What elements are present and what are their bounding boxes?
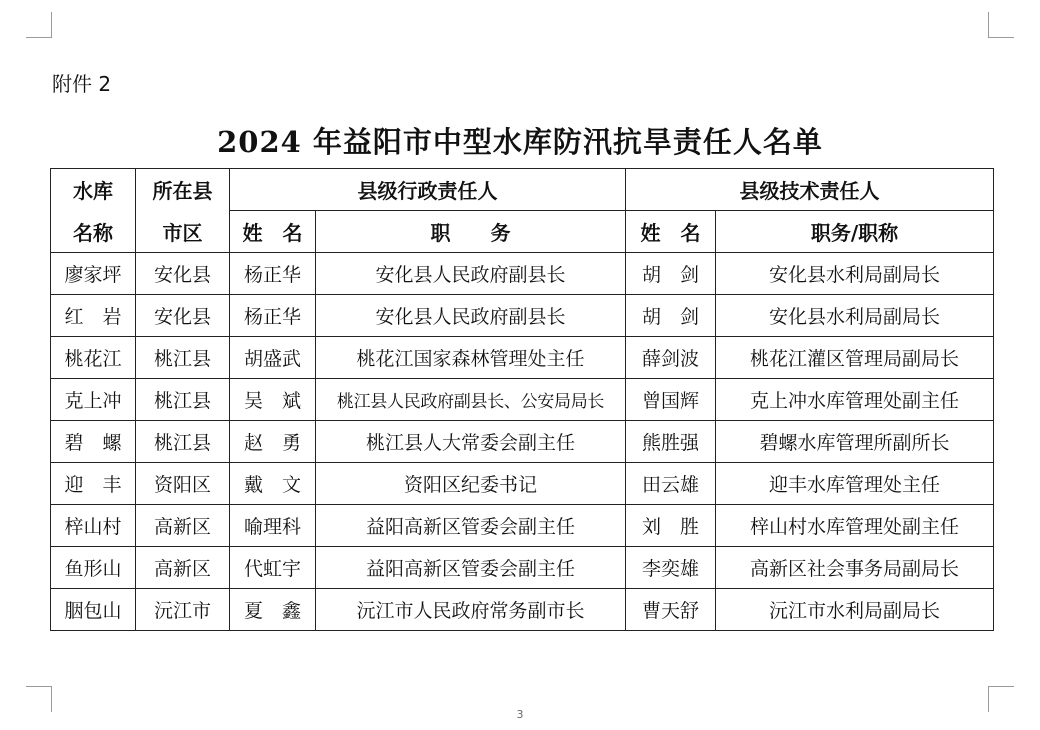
header-admin-group: 县级行政责任人: [230, 169, 626, 211]
cell-county: 沅江市: [136, 589, 230, 631]
cell-admin-name: 赵 勇: [230, 421, 316, 463]
cell-admin-name: 喻理科: [230, 505, 316, 547]
table-row: [51, 253, 994, 295]
cell-tech-post: 高新区社会事务局副局长: [716, 547, 994, 589]
table-row: [51, 421, 994, 463]
cell-admin-name: 胡盛武: [230, 337, 316, 379]
table-row: [51, 337, 994, 379]
cell-tech-post: 沅江市水利局副局长: [716, 589, 994, 631]
attachment-label: 附件 2: [52, 72, 112, 96]
header-admin-name: 姓 名: [230, 211, 316, 253]
header-county-line1: 所在县: [136, 169, 230, 211]
cell-tech-post: 安化县水利局副局长: [716, 253, 994, 295]
header-county-line2: 市区: [136, 211, 230, 253]
cell-county: 资阳区: [136, 463, 230, 505]
cell-tech-name: 曾国辉: [626, 379, 716, 421]
cell-tech-post: 桃花江灌区管理局副局长: [716, 337, 994, 379]
header-reservoir-line1: 水库: [51, 169, 136, 211]
cell-reservoir: 鱼形山: [51, 547, 136, 589]
table-row: [51, 505, 994, 547]
table-row: [51, 463, 994, 505]
cell-admin-post: 沅江市人民政府常务副市长: [316, 589, 626, 631]
cell-tech-post: 克上冲水库管理处副主任: [716, 379, 994, 421]
cell-county: 安化县: [136, 295, 230, 337]
cell-county: 桃江县: [136, 337, 230, 379]
cell-reservoir: 胭包山: [51, 589, 136, 631]
cell-admin-post: 桃江县人大常委会副主任: [316, 421, 626, 463]
header-reservoir-line2: 名称: [51, 211, 136, 253]
cell-tech-name: 胡 剑: [626, 295, 716, 337]
cell-tech-post: 碧螺水库管理所副所长: [716, 421, 994, 463]
cell-admin-post: 桃花江国家森林管理处主任: [316, 337, 626, 379]
cell-admin-name: 戴 文: [230, 463, 316, 505]
cell-county: 桃江县: [136, 421, 230, 463]
cell-reservoir: 桃花江: [51, 337, 136, 379]
table-row: [51, 295, 994, 337]
header-admin-post: 职 务: [316, 211, 626, 253]
cell-county: 高新区: [136, 547, 230, 589]
cell-county: 桃江县: [136, 379, 230, 421]
crop-mark-top-left: [26, 12, 52, 38]
cell-admin-name: 夏 鑫: [230, 589, 316, 631]
responsibility-table: [50, 168, 994, 631]
cell-tech-name: 曹天舒: [626, 589, 716, 631]
cell-admin-name: 吴 斌: [230, 379, 316, 421]
cell-reservoir: 碧 螺: [51, 421, 136, 463]
cell-admin-post: 益阳高新区管委会副主任: [316, 547, 626, 589]
cell-admin-name: 杨正华: [230, 253, 316, 295]
cell-tech-name: 薛剑波: [626, 337, 716, 379]
cell-tech-post: 迎丰水库管理处主任: [716, 463, 994, 505]
cell-county: 高新区: [136, 505, 230, 547]
cell-reservoir: 梓山村: [51, 505, 136, 547]
table-row: [51, 547, 994, 589]
cell-reservoir: 红 岩: [51, 295, 136, 337]
cell-admin-name: 代虹宇: [230, 547, 316, 589]
cell-admin-post: 资阳区纪委书记: [316, 463, 626, 505]
header-tech-post: 职务/职称: [716, 211, 994, 253]
cell-admin-post: 桃江县人民政府副县长、公安局局长: [316, 379, 626, 421]
cell-reservoir: 迎 丰: [51, 463, 136, 505]
table-row: [51, 589, 994, 631]
cell-tech-name: 刘 胜: [626, 505, 716, 547]
header-tech-group: 县级技术责任人: [626, 169, 994, 211]
cell-tech-name: 田云雄: [626, 463, 716, 505]
table-body: [51, 253, 994, 631]
cell-tech-post: 梓山村水库管理处副主任: [716, 505, 994, 547]
table-row: [51, 379, 994, 421]
cell-county: 安化县: [136, 253, 230, 295]
cell-reservoir: 克上冲: [51, 379, 136, 421]
cell-admin-post: 安化县人民政府副县长: [316, 295, 626, 337]
cell-admin-post: 益阳高新区管委会副主任: [316, 505, 626, 547]
table-header: [51, 169, 994, 253]
page-number: 3: [516, 708, 524, 721]
cell-admin-post: 安化县人民政府副县长: [316, 253, 626, 295]
cell-admin-name: 杨正华: [230, 295, 316, 337]
cell-tech-name: 胡 剑: [626, 253, 716, 295]
cell-tech-name: 李奕雄: [626, 547, 716, 589]
document-title: 2024 年益阳市中型水库防汛抗旱责任人名单: [217, 125, 823, 159]
header-tech-name: 姓 名: [626, 211, 716, 253]
cell-tech-name: 熊胜强: [626, 421, 716, 463]
cell-tech-post: 安化县水利局副局长: [716, 295, 994, 337]
cell-reservoir: 廖家坪: [51, 253, 136, 295]
crop-mark-top-right: [988, 12, 1014, 38]
